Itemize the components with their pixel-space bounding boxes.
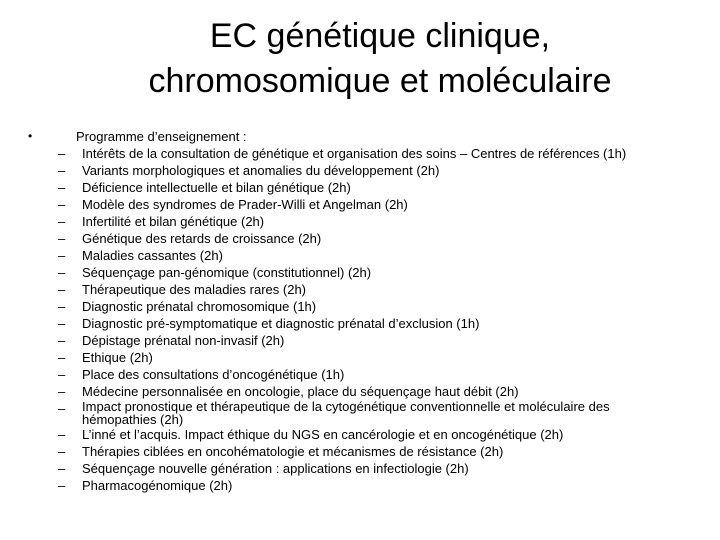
list-item-text: Impact pronostique et thérapeutique de la cytogénétique conventionnelle et moléculaire des <box>82 399 610 414</box>
list-item-text: Maladies cassantes (2h) <box>82 248 223 263</box>
list-item-text: L’inné et l’acquis. Impact éthique du NGS en cancérologie et en oncogénétique (2h) <box>82 427 564 442</box>
slide-content <box>28 128 698 494</box>
list-item <box>28 196 698 213</box>
list-item-text: Pharmacogénomique (2h) <box>82 478 233 493</box>
list-item <box>28 332 698 349</box>
dash-marker: – <box>58 214 66 229</box>
dash-marker: – <box>58 401 66 416</box>
dash-marker: – <box>58 282 66 297</box>
list-item-text: Infertilité et bilan génétique (2h) <box>82 214 265 229</box>
title-line-2: chromosomique et moléculaire <box>148 62 612 100</box>
bullet-marker: • <box>28 129 33 143</box>
list-item <box>28 298 698 315</box>
list-item <box>28 315 698 332</box>
list-item <box>28 349 698 366</box>
list-item <box>28 230 698 247</box>
dash-marker: – <box>58 384 66 399</box>
dash-marker: – <box>58 197 66 212</box>
dash-marker: – <box>58 427 66 442</box>
dash-marker: – <box>58 231 66 246</box>
slide-title <box>40 14 720 104</box>
list-item <box>28 383 698 400</box>
list-item-text: Déficience intellectuelle et bilan génétique (2h) <box>82 180 351 195</box>
dash-marker: – <box>58 444 66 459</box>
list-item <box>28 443 698 460</box>
dash-marker: – <box>58 461 66 476</box>
dash-marker: – <box>58 163 66 178</box>
dash-marker: – <box>58 478 66 493</box>
list-item-text: Ethique (2h) <box>82 350 153 365</box>
list-item-text: Médecine personnalisée en oncologie, place du séquençage haut débit (2h) <box>82 384 519 399</box>
list-item-text: Séquençage pan-génomique (constitutionnel) (2h) <box>82 265 372 280</box>
dash-marker: – <box>58 299 66 314</box>
list-item <box>28 281 698 298</box>
dash-marker: – <box>58 367 66 382</box>
course-list <box>28 145 698 494</box>
list-item-text: Diagnostic prénatal chromosomique (1h) <box>82 299 317 314</box>
list-item <box>28 179 698 196</box>
title-line-1: EC génétique clinique, <box>209 17 551 55</box>
list-item <box>28 400 698 426</box>
bullet-programme <box>28 128 698 145</box>
list-item-text: Thérapies ciblées en oncohématologie et mécanismes de résistance (2h) <box>82 444 504 459</box>
list-item <box>28 264 698 281</box>
list-item-text: Dépistage prénatal non-invasif (2h) <box>82 333 285 348</box>
dash-marker: – <box>58 265 66 280</box>
dash-marker: – <box>58 350 66 365</box>
list-item-text: Intérêts de la consultation de génétique et organisation des soins – Centres de références (1h) <box>82 146 627 161</box>
list-item-text: Séquençage nouvelle génération : applications en infectiologie (2h) <box>82 461 469 476</box>
list-item-text: Diagnostic pré-symptomatique et diagnostic prénatal d’exclusion (1h) <box>82 316 480 331</box>
dash-marker: – <box>58 316 66 331</box>
list-item <box>28 426 698 443</box>
list-item <box>28 477 698 494</box>
bullet-label: Programme d’enseignement : <box>76 129 247 144</box>
list-item <box>28 213 698 230</box>
list-item-text: Modèle des syndromes de Prader-Willi et Angelman (2h) <box>82 197 408 212</box>
list-item <box>28 145 698 162</box>
list-item-text: Place des consultations d’oncogénétique (1h) <box>82 367 345 382</box>
list-item <box>28 162 698 179</box>
list-item-text: Génétique des retards de croissance (2h) <box>82 231 322 246</box>
list-item-text: Variants morphologiques et anomalies du développement (2h) <box>82 163 440 178</box>
list-item <box>28 247 698 264</box>
list-item <box>28 366 698 383</box>
dash-marker: – <box>58 180 66 195</box>
dash-marker: – <box>58 333 66 348</box>
dash-marker: – <box>58 146 66 161</box>
list-item <box>28 460 698 477</box>
dash-marker: – <box>58 248 66 263</box>
list-item-text-continuation: hémopathies (2h) <box>82 412 184 427</box>
list-item-text: Thérapeutique des maladies rares (2h) <box>82 282 307 297</box>
